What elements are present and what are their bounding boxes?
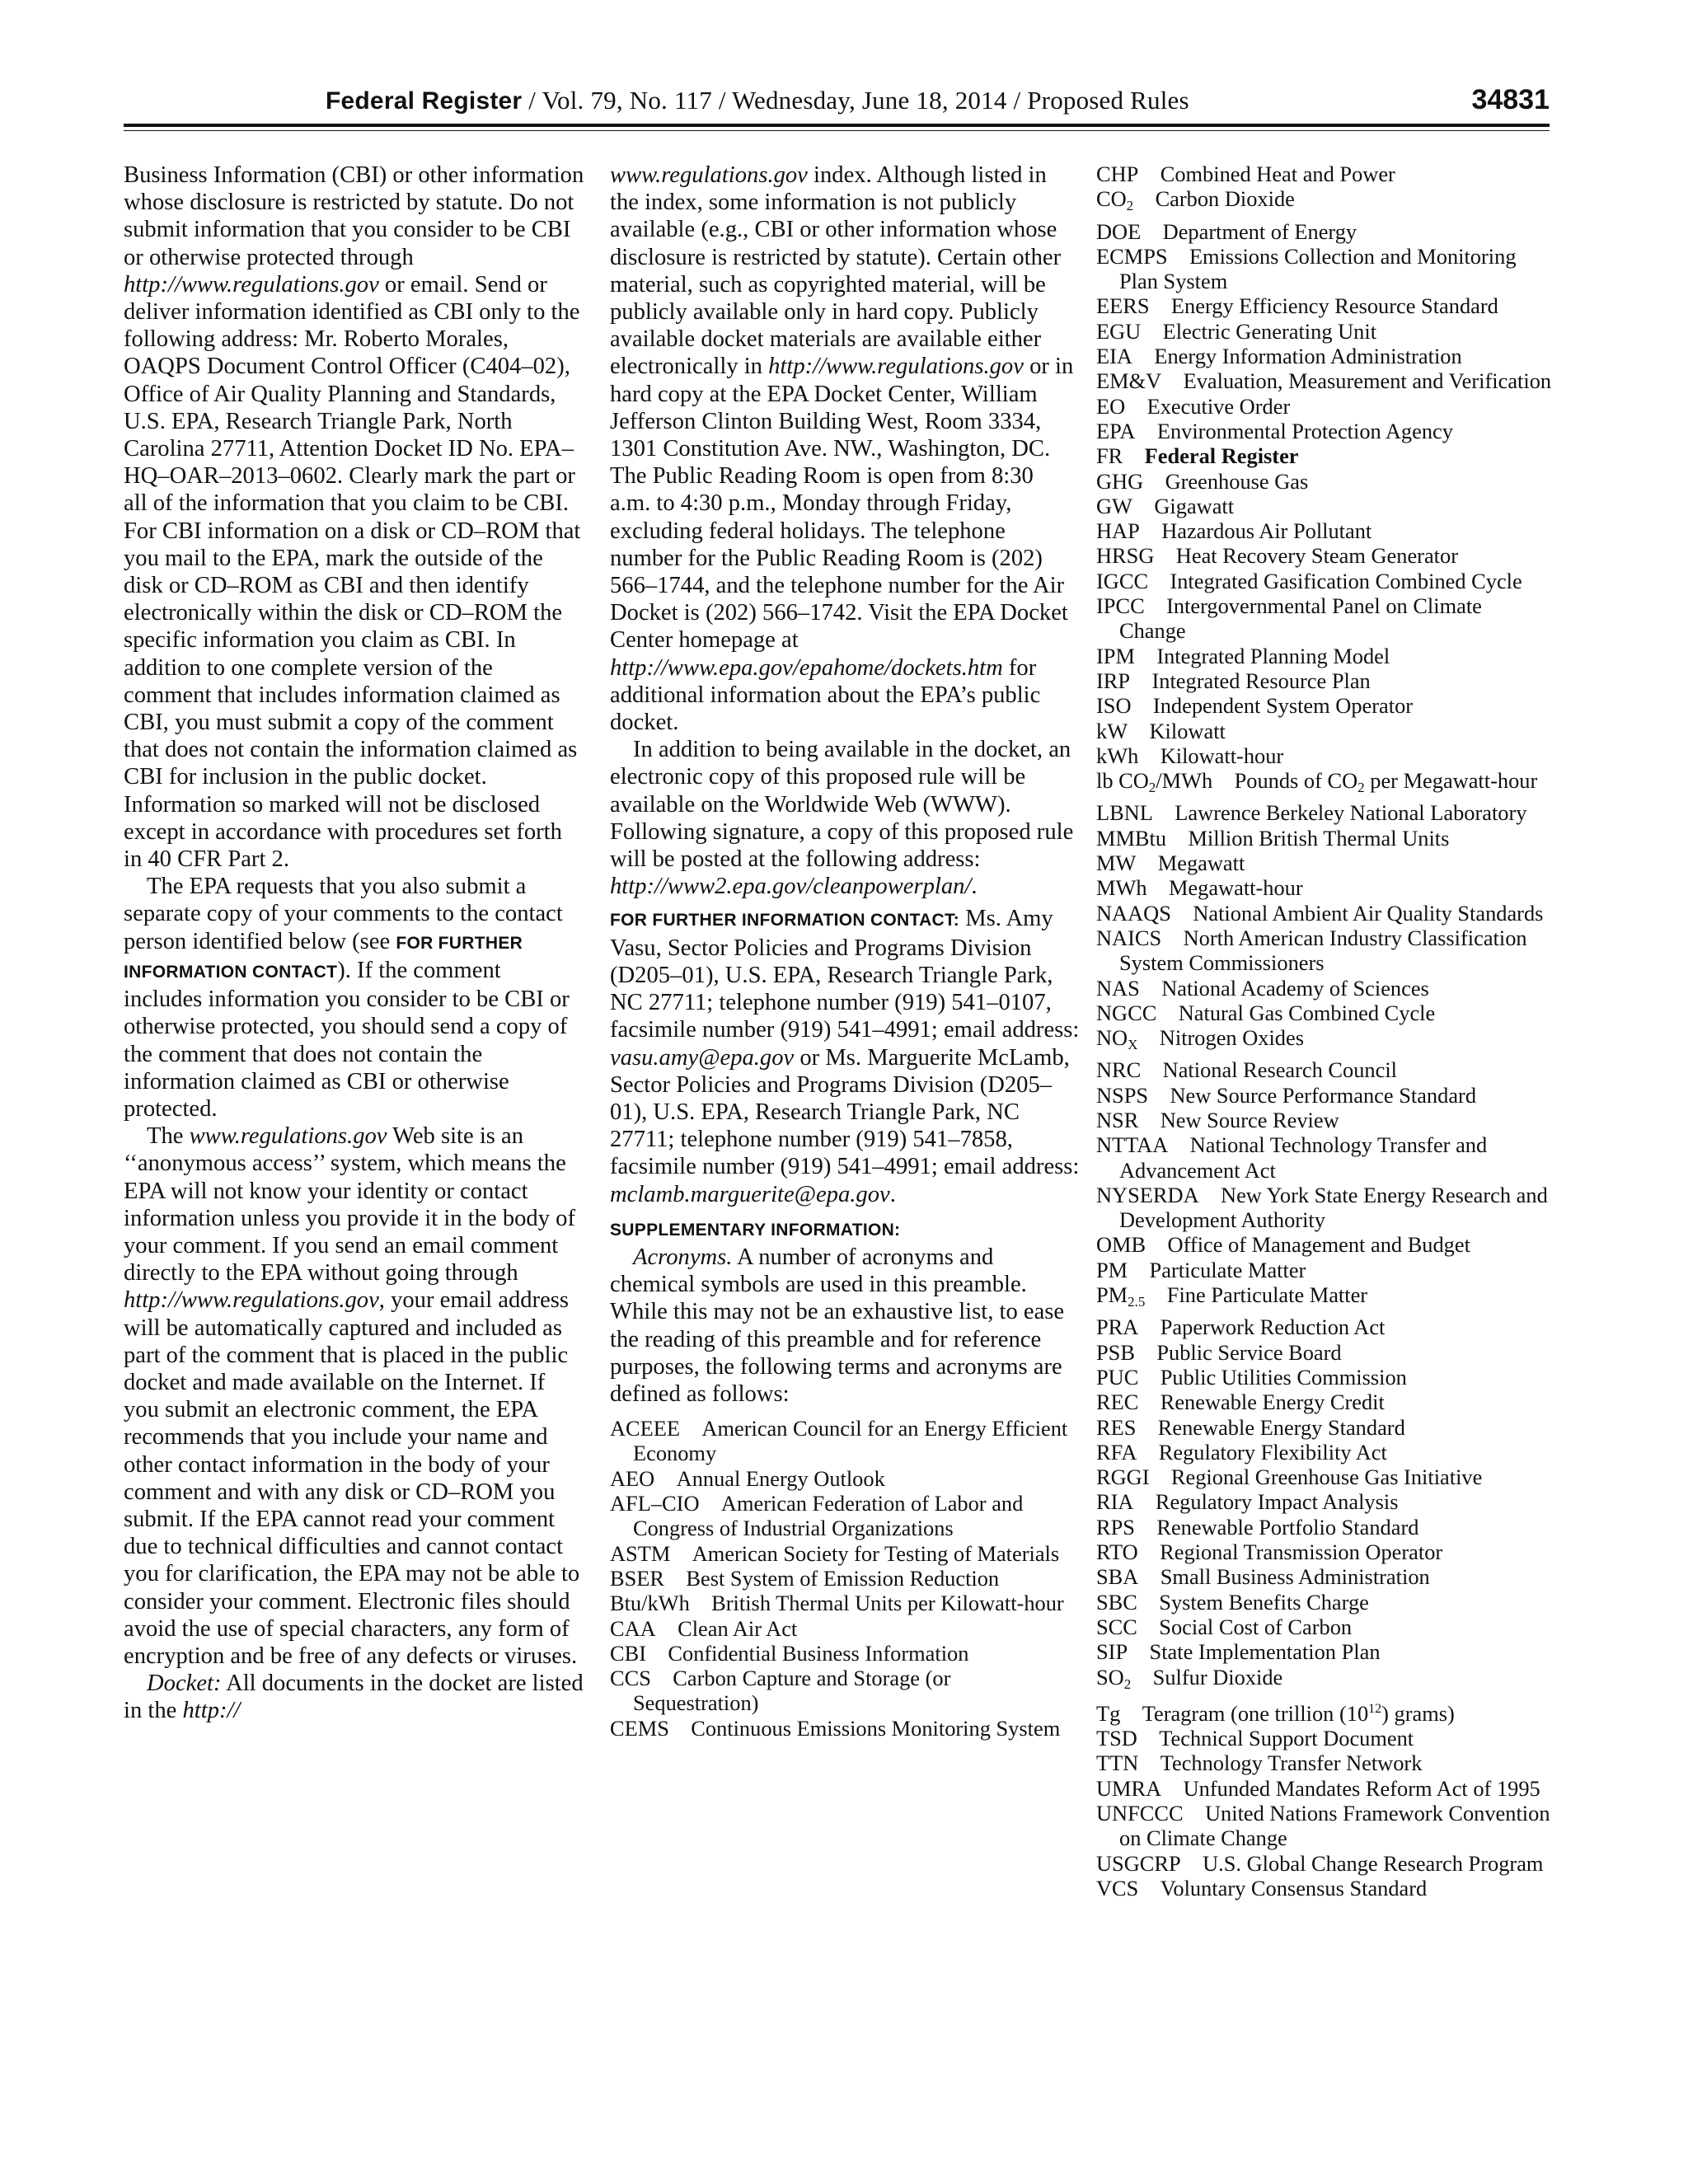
acronym-definition: Clean Air Act <box>678 1615 798 1641</box>
acronym-definition: Carbon Capture and Storage (or Sequestration) <box>633 1666 951 1716</box>
acronym-definition: Heat Recovery Steam Generator <box>1175 543 1458 569</box>
acronym-abbr: DOE <box>1096 218 1142 244</box>
acronym-entry <box>1096 1108 1554 1132</box>
acronym-abbr: RES <box>1096 1414 1137 1440</box>
acronym-abbr: UNFCCC <box>1096 1801 1184 1825</box>
acronym-entry <box>1096 219 1554 244</box>
acronym-abbr: GW <box>1096 493 1132 518</box>
acronym-entry <box>1096 186 1554 218</box>
acronym-entry <box>1096 851 1554 875</box>
acronym-entry <box>610 1541 1080 1566</box>
acronym-abbr: SO <box>1096 1664 1124 1690</box>
acronym-definition: Gigawatt <box>1154 493 1235 518</box>
acronym-entry <box>1096 1615 1554 1639</box>
acronym-abbr: LBNL <box>1096 800 1153 826</box>
superscript: 12 <box>1368 1701 1382 1716</box>
acronym-abbr: HRSG <box>1096 543 1155 569</box>
acronym-abbr: NRC <box>1096 1057 1142 1083</box>
acronym-definition: Natural Gas Combined Cycle <box>1178 1000 1436 1025</box>
acronym-definition: Energy Information Administration <box>1154 344 1462 369</box>
acronym-entry <box>1096 1776 1554 1801</box>
acronym-definition: Megawatt-hour <box>1168 875 1303 901</box>
acronym-definition: Regional Greenhouse Gas Initiative <box>1170 1465 1483 1490</box>
acronym-definition: Small Business Administration <box>1160 1564 1430 1590</box>
site-name: www.regulations.gov <box>189 1123 387 1150</box>
subscript: 2 <box>1126 198 1134 214</box>
acronym-abbr: RPS <box>1096 1514 1135 1540</box>
acronym-entry <box>1096 293 1554 318</box>
acronym-entry <box>1096 1415 1554 1440</box>
acronym-definition: Federal Register <box>1144 443 1299 469</box>
acronym-abbr: kW <box>1096 718 1128 743</box>
acronym-abbr: RGGI <box>1096 1465 1150 1490</box>
acronym-entry <box>610 1616 1080 1641</box>
acronym-abbr: Btu/kWh <box>610 1591 690 1616</box>
page-header <box>124 86 1550 122</box>
acronym-abbr: IPM <box>1096 643 1135 668</box>
acronym-abbr: OMB <box>1096 1232 1146 1258</box>
acronym-abbr: ISO <box>1096 693 1132 719</box>
acronym-definition: Evaluation, Measurement and Verification <box>1183 368 1552 394</box>
link: http://www2.epa.gov/cleanpowerplan/ <box>610 874 972 900</box>
acronym-abbr: NGCC <box>1096 1000 1157 1025</box>
email: vasu.amy@epa.gov <box>610 1044 795 1071</box>
acronym-abbr: SIP <box>1096 1639 1128 1665</box>
acronym-definition: National Ambient Air Quality Standards <box>1193 900 1544 926</box>
acronym-definition: Unfunded Mandates Reform Act of 1995 <box>1183 1775 1540 1801</box>
acronym-entry <box>1096 419 1554 443</box>
acronym-definition: Intergovernmental Panel on Climate Change <box>1119 593 1482 644</box>
paragraph: In addition to being available in the docket, an electronic copy of this proposed rule will be available on the Worldwide Web (WWW). Following signature, a copy of this proposed rule will be posted at the following address: http://www2.epa.gov/cleanpowerplan/. <box>610 737 1074 900</box>
page-number: 34831 <box>1471 84 1550 115</box>
subscript: 2 <box>1123 1675 1132 1692</box>
acronym-abbr: IRP <box>1096 668 1131 693</box>
acronym-definition: Public Utilities Commission <box>1160 1364 1407 1390</box>
acronym-entry <box>1096 875 1554 900</box>
acronym-entry <box>1096 743 1554 768</box>
acronym-entry <box>610 1491 1080 1541</box>
acronym-entry <box>1096 368 1554 393</box>
acronym-abbr: EPA <box>1096 418 1136 443</box>
acronym-entry <box>1096 1057 1554 1082</box>
acronym-definition: ) grams) <box>1381 1700 1455 1726</box>
acronym-abbr: Tg <box>1096 1700 1121 1726</box>
acronym-abbr: ASTM <box>610 1540 671 1566</box>
acronym-abbr: SBA <box>1096 1564 1139 1590</box>
acronym-definition: Pounds of CO <box>1234 768 1358 794</box>
acronym-definition: per Megawatt-hour <box>1364 768 1538 794</box>
acronym-entry <box>1096 719 1554 743</box>
acronym-entry <box>1096 901 1554 926</box>
acronym-abbr: NAAQS <box>1096 900 1171 926</box>
acronym-entry <box>610 1716 1080 1741</box>
acronym-abbr: TSD <box>1096 1726 1137 1751</box>
subscript: 2.5 <box>1128 1294 1146 1310</box>
acronym-abbr: SCC <box>1096 1614 1137 1639</box>
acronym-entry <box>1096 1639 1554 1664</box>
paragraph: The EPA requests that you also submit a separate copy of your comments to the contact person identified below (see FOR FURTHER INFORMATION CONTACT). If the comment includes information you consider to be CBI or otherwise protected, you should send a copy of the comment that does not contain the information claimed as CBI or otherwise protected. <box>124 874 570 1122</box>
acronym-definition: Hazardous Air Pollutant <box>1161 518 1372 544</box>
acronym-abbr: EERS <box>1096 293 1150 319</box>
acronym-entry <box>1096 244 1554 294</box>
journal-name: Federal Register <box>326 87 523 115</box>
acronym-entry <box>610 1466 1080 1491</box>
contact-paragraph: FOR FURTHER INFORMATION CONTACT: Ms. Amy Vasu, Sector Policies and Programs Division (D205–01), U.S. EPA, Research Triangle Park, NC 27711; telephone number (919) 541–0107, facsimile number (919) 541–4991; email address: vasu.amy@epa.gov or Ms. Marguerite McLamb, Sector Policies and Programs Division (D205–01), U.S. EPA, Research Triangle Park, NC 27711; telephone number (919) 541–7858, facsimile number (919) 541–4991; email address: mclamb.marguerite@epa.gov. <box>610 906 1080 1207</box>
acronym-entry <box>1096 1440 1554 1465</box>
acronym-entry <box>610 1416 1080 1466</box>
paragraph: Business Information (CBI) or other information whose disclosure is restricted by statute. Do not submit information that you consider to be CBI or otherwise protected through http://www.regulations.gov or email. Send or deliver information identified as CBI only to the following address: Mr. Roberto Morales, OAQPS Document Control Officer (C404–02), Office of Air Quality Planning and Standards, U.S. EPA, Research Triangle Park, North Carolina 27711, Attention Docket ID No. EPA–HQ–OAR–2013–0602. Clearly mark the part or all of the information that you claim to be CBI. For CBI information on a disk or CD–ROM that you mail to the EPA, mark the outside of the disk or CD–ROM as CBI and then identify electronically within the disk or CD–ROM the specific information you claim as CBI. In addition to one complete version of the comment that includes information claimed as CBI, you must submit a copy of the comment that does not contain the information claimed as CBI for inclusion in the public docket. Information so marked will not be disclosed except in accordance with procedures set forth in 40 CFR Part 2. <box>124 162 584 873</box>
acronym-abbr: REC <box>1096 1390 1139 1415</box>
cross-reference: FOR FURTHER INFORMATION CONTACT <box>124 933 523 982</box>
acronym-abbr: EM&V <box>1096 368 1162 394</box>
acronym-abbr: EGU <box>1096 318 1142 344</box>
header-rule-thick <box>124 124 1550 127</box>
acronym-abbr: FR <box>1096 443 1123 469</box>
acronym-definition: Greenhouse Gas <box>1165 468 1309 494</box>
acronym-definition: Department of Energy <box>1162 218 1357 244</box>
acronym-abbr: EIA <box>1096 344 1132 369</box>
acronym-abbr: CCS <box>610 1666 651 1691</box>
acronym-entry <box>1096 1025 1554 1057</box>
acronym-definition: British Thermal Units per Kilowatt-hour <box>711 1591 1064 1616</box>
acronym-definition: Integrated Resource Plan <box>1151 668 1371 693</box>
acronym-entry <box>1096 1183 1554 1233</box>
acronym-entry <box>1096 1001 1554 1025</box>
acronym-abbr: RIA <box>1096 1489 1134 1515</box>
acronym-abbr: SBC <box>1096 1589 1137 1615</box>
acronym-definition: Regulatory Impact Analysis <box>1155 1489 1399 1515</box>
acronym-abbr: GHG <box>1096 468 1144 494</box>
acronym-definition: System Benefits Charge <box>1159 1589 1369 1615</box>
acronym-abbr: NSR <box>1096 1107 1139 1132</box>
subscript: X <box>1128 1037 1138 1053</box>
acronym-definition: Continuous Emissions Monitoring System <box>691 1715 1061 1741</box>
acronym-definition: Sulfur Dioxide <box>1152 1664 1283 1690</box>
acronym-definition: Renewable Energy Credit <box>1160 1390 1385 1415</box>
acronym-list <box>1096 162 1554 1900</box>
link: http://www.regulations.gov <box>768 354 1024 380</box>
acronym-definition: Technical Support Document <box>1159 1726 1414 1751</box>
acronym-definition: North American Industry Classification System Commissioners <box>1119 925 1527 976</box>
acronym-entry <box>1096 1801 1554 1851</box>
acronym-abbr: PM <box>1096 1282 1128 1308</box>
acronym-abbr: NO <box>1096 1025 1128 1051</box>
acronym-definition: Renewable Portfolio Standard <box>1156 1514 1419 1540</box>
acronym-definition: American Council for an Energy Efficient Economy <box>633 1416 1068 1466</box>
acronym-definition: Environmental Protection Agency <box>1156 418 1453 443</box>
acronym-definition: Renewable Energy Standard <box>1157 1414 1405 1440</box>
acronym-entry <box>1096 1726 1554 1750</box>
acronym-abbr: RFA <box>1096 1439 1137 1465</box>
acronym-abbr: PSB <box>1096 1339 1135 1365</box>
acronym-abbr: CEMS <box>610 1715 669 1741</box>
acronym-entry <box>1096 1083 1554 1108</box>
acronym-abbr: ECMPS <box>1096 243 1168 269</box>
acronym-definition: National Technology Transfer and Advancement Act <box>1119 1132 1488 1183</box>
section-heading: SUPPLEMENTARY INFORMATION: <box>610 1220 901 1240</box>
acronym-definition: National Research Council <box>1162 1057 1397 1083</box>
acronym-entry <box>1096 569 1554 593</box>
acronym-abbr: IGCC <box>1096 568 1149 593</box>
acronym-entry <box>1096 1515 1554 1540</box>
column-2 <box>610 162 1080 1741</box>
acronym-entry <box>1096 1540 1554 1564</box>
acronym-abbr: CO <box>1096 186 1127 212</box>
acronym-definition: Particulate Matter <box>1149 1257 1306 1282</box>
acronym-definition: Technology Transfer Network <box>1160 1750 1423 1776</box>
acronym-abbr: NYSERDA <box>1096 1182 1199 1207</box>
issue-info: / Vol. 79, No. 117 / Wednesday, June 18, 2014 / Proposed Rules <box>522 86 1189 115</box>
acronym-entry <box>1096 1258 1554 1282</box>
acronym-abbr: CAA <box>610 1615 656 1641</box>
acronym-entry <box>1096 926 1554 976</box>
acronym-entry <box>1096 768 1554 800</box>
acronym-entry <box>1096 1232 1554 1257</box>
link: http://www.regulations.gov <box>124 1287 379 1314</box>
acronym-entry <box>1096 1282 1554 1315</box>
acronym-abbr: BSER <box>610 1565 665 1591</box>
acronym-abbr: ACEEE <box>610 1416 681 1441</box>
subscript: 2 <box>1357 780 1365 796</box>
acronym-entry <box>1096 1876 1554 1900</box>
acronym-entry <box>1096 800 1554 825</box>
acronym-definition: Kilowatt-hour <box>1160 743 1284 768</box>
acronym-entry <box>1096 1697 1554 1726</box>
acronym-definition: New York State Energy Research and Development Authority <box>1119 1182 1548 1233</box>
acronym-entry <box>1096 518 1554 543</box>
acronym-entry <box>1096 1750 1554 1775</box>
acronym-entry <box>1096 319 1554 344</box>
acronym-definition: U.S. Global Change Research Program <box>1203 1850 1544 1876</box>
paragraph: The www.regulations.gov Web site is an ‘‘anonymous access’’ system, which means the EPA will not know your identity or contact information unless you provide it in the body of your comment. If you send an email comment directly to the EPA without going through http://www.regulations.gov, your email address will be automatically captured and included as part of the comment that is placed in the public docket and made available on the Internet. If you submit an electronic comment, the EPA recommends that you include your name and other contact information in the body of your comment and with any disk or CD–ROM you submit. If the EPA cannot read your comment due to technical difficulties and cannot contact you for clarification, the EPA may not be able to consider your comment. Electronic files should avoid the use of special characters, any form of encryption and be free of any defects or viruses. <box>124 1123 580 1669</box>
section-heading: FOR FURTHER INFORMATION CONTACT: <box>610 911 960 930</box>
acronym-entry <box>1096 394 1554 419</box>
acronym-definition: Kilowatt <box>1149 718 1226 743</box>
acronym-entry <box>610 1666 1080 1716</box>
acronym-entry <box>1096 1132 1554 1183</box>
acronym-definition: Public Service Board <box>1156 1339 1342 1365</box>
acronym-definition: Independent System Operator <box>1152 693 1414 719</box>
acronym-entry <box>1096 443 1554 468</box>
acronym-definition: Best System of Emission Reduction <box>686 1565 1000 1591</box>
acronym-definition: Annual Energy Outlook <box>676 1465 885 1491</box>
acronym-entry <box>1096 344 1554 368</box>
subscript: 2 <box>1148 780 1156 796</box>
acronym-entry <box>1096 1851 1554 1876</box>
acronym-entry <box>1096 162 1554 186</box>
acronym-entry <box>1096 826 1554 851</box>
acronym-abbr: IPCC <box>1096 593 1145 619</box>
acronym-definition: Energy Efficiency Resource Standard <box>1170 293 1498 319</box>
acronym-definition: Lawrence Berkeley National Laboratory <box>1175 800 1527 826</box>
acronym-entry <box>1096 668 1554 693</box>
acronym-abbr: NSPS <box>1096 1082 1149 1108</box>
acronym-abbr: /MWh <box>1156 768 1213 794</box>
acronym-definition: Office of Management and Budget <box>1167 1232 1470 1258</box>
acronym-entry <box>1096 1564 1554 1589</box>
link: http:// <box>182 1698 241 1724</box>
acronym-definition: Million British Thermal Units <box>1188 825 1450 851</box>
acronym-abbr: TTN <box>1096 1750 1139 1776</box>
acronym-definition: New Source Review <box>1160 1107 1339 1132</box>
acronym-entry <box>610 1591 1080 1615</box>
acronym-abbr: MWh <box>1096 875 1147 901</box>
acronym-abbr: NAS <box>1096 975 1140 1001</box>
acronym-abbr: RTO <box>1096 1540 1138 1565</box>
acronym-abbr: PM <box>1096 1257 1128 1282</box>
acronym-abbr: MMBtu <box>1096 825 1167 851</box>
paragraph: www.regulations.gov index. Although listed in the index, some information is not publicly available (e.g., CBI or other information whose disclosure is restricted by statute). Certain other material, such as copyrighted material, will be publicly available only in hard copy. Publicly available docket materials are available either electronically in http://www.regulations.gov or in hard copy at the EPA Docket Center, William Jefferson Clinton Building West, Room 3334, 1301 Constitution Ave. NW., Washington, DC. The Public Reading Room is open from 8:30 a.m. to 4:30 p.m., Monday through Friday, excluding federal holidays. The telephone number for the Public Reading Room is (202) 566–1744, and the telephone number for the Air Docket is (202) 566–1742. Visit the EPA Docket Center homepage at http://www.epa.gov/epahome/dockets.htm for additional information about the EPA’s public docket. <box>610 162 1074 736</box>
column-3 <box>1096 162 1554 1900</box>
acronym-definition: Nitrogen Oxides <box>1159 1025 1304 1051</box>
acronym-definition: Teragram (one trillion (10 <box>1142 1700 1369 1726</box>
column-1 <box>124 162 585 1725</box>
acronym-abbr: NTTAA <box>1096 1132 1169 1158</box>
acronym-list <box>610 1416 1080 1741</box>
acronym-abbr: AEO <box>610 1465 655 1491</box>
acronym-definition: Executive Order <box>1146 393 1291 419</box>
header-rule-thin <box>124 130 1550 131</box>
acronym-abbr: lb CO <box>1096 768 1149 794</box>
acronym-abbr: PUC <box>1096 1364 1139 1390</box>
paragraph: Docket: All documents in the docket are listed in the http:// <box>124 1671 584 1724</box>
acronym-definition: Regulatory Flexibility Act <box>1158 1439 1387 1465</box>
acronym-entry <box>1096 494 1554 518</box>
acronym-entry <box>610 1566 1080 1591</box>
running-head <box>326 86 1189 115</box>
acronym-definition: Fine Particulate Matter <box>1166 1282 1368 1308</box>
acronym-definition: State Implementation Plan <box>1149 1639 1381 1665</box>
paragraph: Acronyms. A number of acronyms and chemical symbols are used in this preamble. While this may not be an exhaustive list, to ease the reading of this preamble and for reference purposes, the following terms and acronyms are defined as follows: <box>610 1244 1065 1407</box>
acronym-abbr: PRA <box>1096 1315 1139 1340</box>
acronym-definition: Megawatt <box>1157 851 1245 876</box>
acronym-definition: American Federation of Labor and Congress of Industrial Organizations <box>633 1491 1024 1541</box>
link: http://www.regulations.gov <box>124 271 379 298</box>
acronym-entry <box>1096 1590 1554 1615</box>
acronym-abbr: VCS <box>1096 1875 1139 1900</box>
acronym-definition: New Source Performance Standard <box>1170 1082 1477 1108</box>
acronym-definition: Electric Generating Unit <box>1162 318 1377 344</box>
acronym-abbr: EO <box>1096 393 1126 419</box>
acronym-entry <box>1096 693 1554 718</box>
paragraph-label: Acronyms. <box>633 1244 733 1270</box>
acronym-definition: Paperwork Reduction Act <box>1160 1315 1386 1340</box>
acronym-abbr: kWh <box>1096 743 1139 768</box>
acronym-definition: Regional Transmission Operator <box>1160 1540 1443 1565</box>
acronym-abbr: AFL–CIO <box>610 1491 700 1516</box>
acronym-definition: Voluntary Consensus Standard <box>1160 1875 1428 1900</box>
acronym-entry <box>1096 1340 1554 1365</box>
acronym-entry <box>610 1641 1080 1666</box>
acronym-entry <box>1096 1315 1554 1339</box>
acronym-abbr: MW <box>1096 851 1137 876</box>
paragraph-label: Docket: <box>147 1671 222 1697</box>
acronym-abbr: UMRA <box>1096 1775 1162 1801</box>
acronym-entry <box>1096 1365 1554 1390</box>
link: http://www.epa.gov/epahome/dockets.htm <box>610 654 1003 681</box>
acronym-entry <box>1096 1489 1554 1514</box>
acronym-definition: Confidential Business Information <box>668 1640 969 1666</box>
acronym-definition: Integrated Gasification Combined Cycle <box>1170 568 1522 593</box>
acronym-definition: National Academy of Sciences <box>1161 975 1429 1001</box>
acronym-entry <box>1096 469 1554 494</box>
acronym-definition: Emissions Collection and Monitoring Plan System <box>1119 243 1517 294</box>
acronym-abbr: USGCRP <box>1096 1850 1181 1876</box>
acronym-abbr: NAICS <box>1096 925 1162 950</box>
acronym-entry <box>1096 593 1554 644</box>
acronym-entry <box>1096 1665 1554 1697</box>
section-heading-row <box>610 1215 1080 1244</box>
email: mclamb.marguerite@epa.gov <box>610 1181 890 1207</box>
acronym-definition: United Nations Framework Convention on Climate Change <box>1119 1801 1550 1851</box>
link: www.regulations.gov <box>610 162 808 188</box>
acronym-abbr: CBI <box>610 1640 646 1666</box>
acronym-entry <box>1096 1390 1554 1414</box>
acronym-entry <box>1096 543 1554 568</box>
acronym-entry <box>1096 1465 1554 1489</box>
acronym-definition: American Society for Testing of Materials <box>692 1540 1060 1566</box>
acronym-definition: Carbon Dioxide <box>1155 186 1295 212</box>
acronym-definition: Integrated Planning Model <box>1156 643 1390 668</box>
acronym-definition: Combined Heat and Power <box>1160 162 1395 186</box>
acronym-abbr: CHP <box>1096 162 1139 186</box>
acronym-entry <box>1096 644 1554 668</box>
acronym-entry <box>1096 976 1554 1001</box>
acronym-definition: Social Cost of Carbon <box>1159 1614 1353 1639</box>
acronym-abbr: HAP <box>1096 518 1140 544</box>
